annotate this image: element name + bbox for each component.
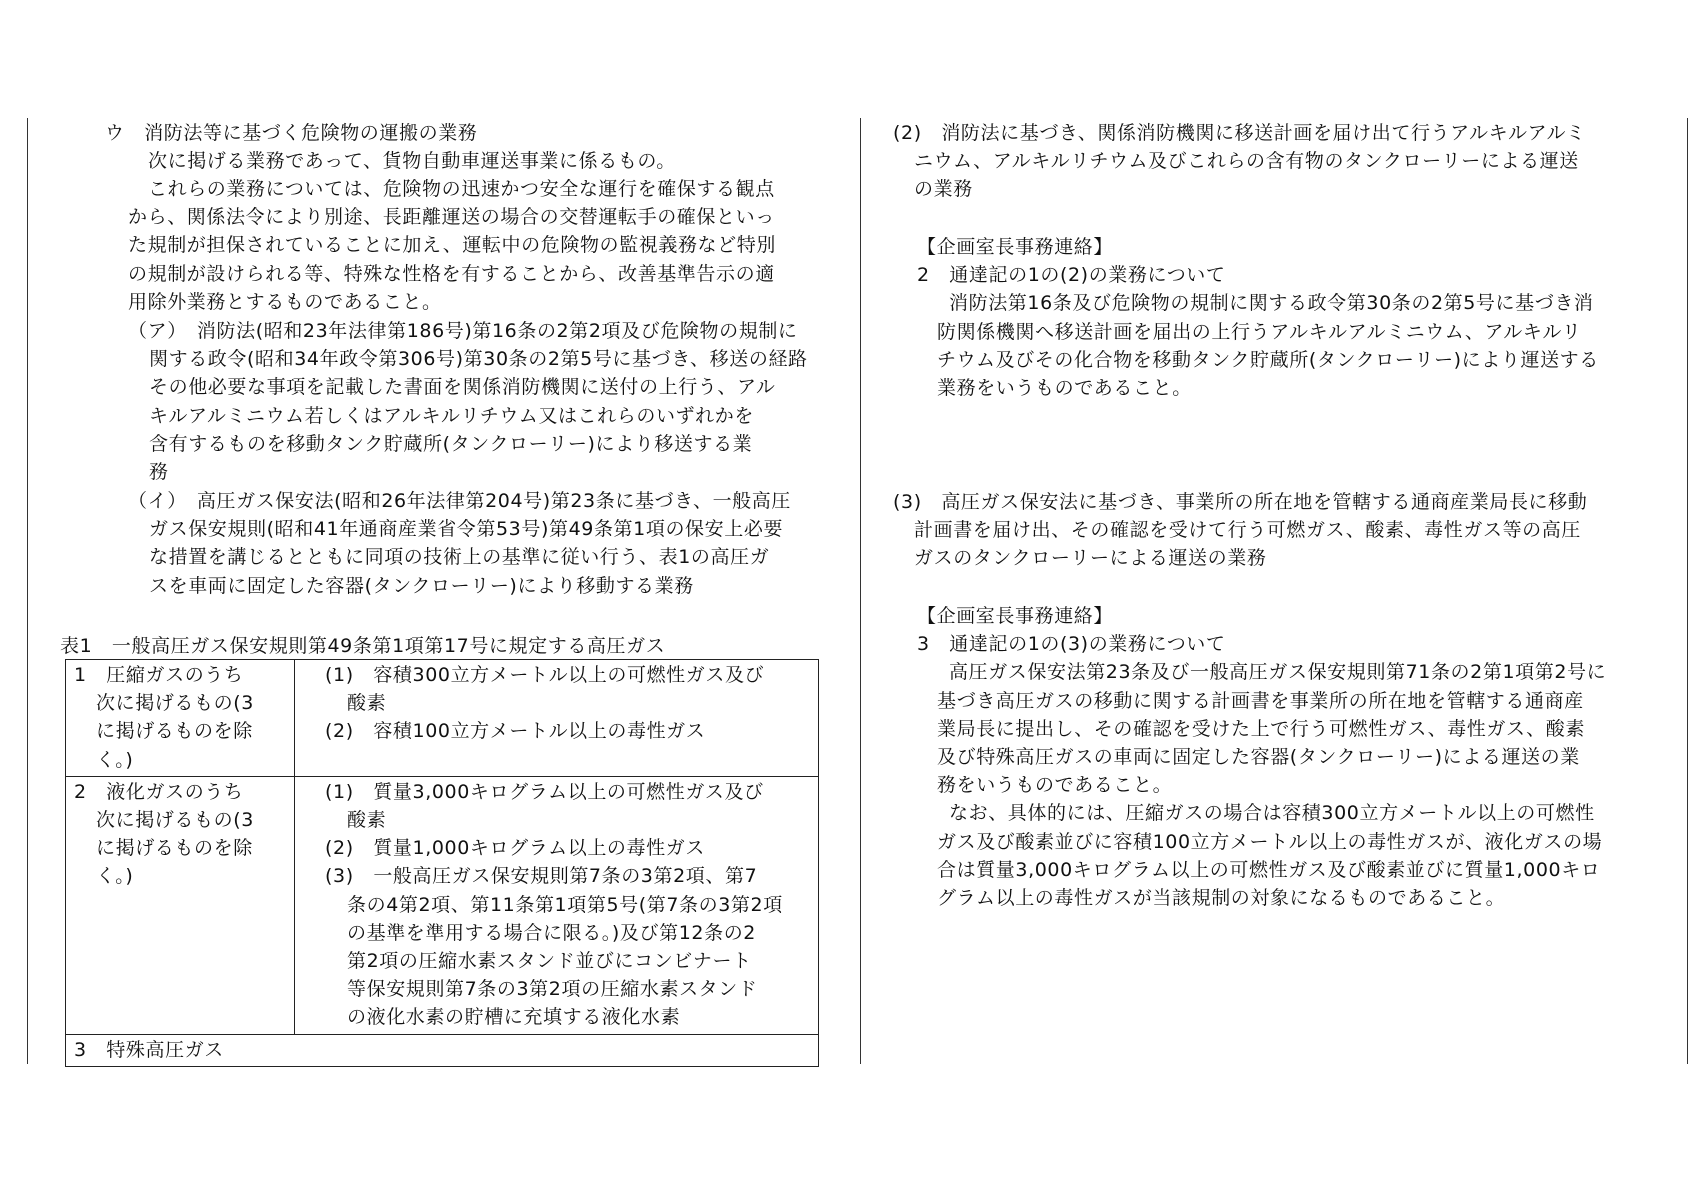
item-a-line: （ア） 消防法(昭和23年法律第186号)第16条の2第2項及び危険物の規制に: [128, 320, 798, 342]
item-a-line: 関する政令(昭和34年政令第306号)第30条の2第5号に基づき、移送の経路: [149, 348, 808, 371]
cell-line: く。): [96, 748, 134, 771]
cell-line: に掲げるものを除: [96, 837, 253, 860]
note-heading: 2 通達記の1の(2)の業務について: [917, 264, 1226, 287]
para-line: これらの業務については、危険物の迅速かつ安全な運行を確保する観点: [148, 178, 775, 200]
cell-line: (1) 容積300立方メートル以上の可燃性ガス及び: [325, 664, 765, 686]
note-line: 業務をいうものであること。: [937, 377, 1192, 400]
left-margin-rule: [27, 118, 28, 1064]
cell-line: 次に掲げるもの(3: [96, 809, 254, 832]
cell-line: の基準を準用する場合に限る。)及び第12条の2: [347, 921, 756, 944]
note-line: ガス及び酸素並びに容積100立方メートル以上の毒性ガスが、液化ガスの場: [937, 830, 1603, 853]
note-line: 消防法第16条及び危険物の規制に関する政令第30条の2第5号に基づき消: [949, 292, 1594, 315]
item-a-line: キルアルミニウム若しくはアルキルリチウム又はこれらのいずれかを: [149, 404, 754, 427]
table-cell-special-gas: 3 特殊高圧ガス: [66, 1034, 819, 1066]
heading-text: ウ 消防法等に基づく危険物の運搬の業務: [105, 122, 478, 144]
item-i: [128, 487, 791, 600]
para-line: の規制が設けられる等、特殊な性格を有することから、改善基準告示の適: [128, 262, 775, 285]
cell-line: (2) 容積100立方メートル以上の毒性ガス: [325, 720, 706, 743]
table-cell-category: [66, 776, 295, 1034]
cell-line: 酸素: [347, 692, 387, 715]
cell-line: (1) 質量3,000キログラム以上の可燃性ガス及び: [325, 780, 764, 803]
high-pressure-gas-table: [65, 659, 819, 1067]
cell-line: 1 圧縮ガスのうち: [74, 664, 244, 686]
note-line: 業局長に提出し、その確認を受けた上で行う可燃性ガス、毒性ガス、酸素: [937, 717, 1585, 740]
cell-line: (2) 質量1,000キログラム以上の毒性ガス: [325, 837, 705, 860]
table-row: [66, 776, 819, 1034]
sec3-line: 計画書を届け出、その確認を受けて行う可燃ガス、酸素、毒性ガス等の高圧: [914, 519, 1581, 542]
item-a-line: 務: [149, 461, 169, 484]
sec3-line: ガスのタンクローリーによる運送の業務: [914, 547, 1267, 570]
cell-line: 2 液化ガスのうち: [74, 780, 244, 803]
item-i-line: スを車両に固定した容器(タンクローリー)により移動する業務: [149, 574, 694, 597]
sec2-line: ニウム、アルキルリチウム及びこれらの含有物のタンクローリーによる運送: [914, 150, 1579, 173]
note-title: 【企画室長事務連絡】: [917, 605, 1114, 627]
intro-text: 次に掲げる業務であって、貨物自動車運送事業に係るもの。: [148, 150, 676, 172]
item-a-line: 含有するものを移動タンク貯蔵所(タンクローリー)により移送する業: [149, 432, 753, 455]
column-divider-rule: [860, 118, 861, 1064]
note-3: [917, 602, 1606, 912]
table-cell-items: [295, 660, 819, 777]
table-row: [66, 1034, 819, 1066]
note-line: 防関係機関へ移送計画を届出の上行うアルキルアルミニウム、アルキルリ: [937, 320, 1582, 343]
cell-line: 条の4第2項、第11条第1項第5号(第7条の3第2項: [347, 893, 783, 916]
sec2-line: (2) 消防法に基づき、関係消防機関に移送計画を届け出て行うアルキルアルミ: [893, 122, 1586, 144]
right-margin-rule: [1687, 118, 1688, 1064]
note-line: チウム及びその化合物を移動タンク貯蔵所(タンクローリー)により運送する: [937, 348, 1599, 371]
item-i-line: ガス保安規則(昭和41年通商産業省令第53号)第49条第1項の保安上必要: [149, 518, 784, 541]
note-line: 基づき高圧ガスの移動に関する計画書を事業所の所在地を管轄する通商産: [937, 689, 1584, 712]
table-row: [66, 660, 819, 777]
left-intro: [148, 147, 676, 175]
item-i-line: な措置を講じるとともに同項の技術上の基準に従い行う、表1の高圧ガ: [149, 546, 770, 569]
section-3: [893, 488, 1587, 573]
note-line: 合は質量3,000キログラム以上の可燃性ガス及び酸素並びに質量1,000キロ: [937, 858, 1601, 881]
table-cell-category: [66, 660, 295, 777]
para-line: 用除外業務とするものであること。: [128, 290, 442, 313]
sec2-line: の業務: [914, 178, 973, 201]
item-a: [128, 317, 808, 486]
section-2: [893, 119, 1586, 204]
note-2: [917, 233, 1599, 402]
cell-line: の液化水素の貯槽に充填する液化水素: [347, 1006, 681, 1029]
para-line: から、関係法令により別途、長距離運送の場合の交替運転手の確保といっ: [128, 206, 775, 229]
para-line: た規制が担保されていることに加え、運転中の危険物の監視義務など特別: [128, 234, 776, 257]
note-line: 及び特殊高圧ガスの車両に固定した容器(タンクローリー)による運送の業: [937, 746, 1580, 769]
item-a-line: その他必要な事項を記載した書面を関係消防機関に送付の上行う、アル: [149, 376, 776, 399]
note-heading: 3 通達記の1の(3)の業務について: [917, 633, 1226, 656]
cell-line: に掲げるものを除: [96, 720, 253, 743]
note-line: グラム以上の毒性ガスが当該規制の対象になるものであること。: [937, 887, 1506, 910]
cell-line: (3) 一般高圧ガス保安規則第7条の3第2項、第7: [325, 865, 758, 888]
cell-line: く。): [96, 865, 134, 888]
note-line: 高圧ガス保安法第23条及び一般高圧ガス保安規則第71条の2第1項第2号に: [949, 661, 1607, 684]
cell-line: 第2項の圧縮水素スタンド並びにコンビナート: [347, 950, 752, 973]
note-line: なお、具体的には、圧縮ガスの場合は容積300立方メートル以上の可燃性: [949, 802, 1595, 825]
item-i-line: （イ） 高圧ガス保安法(昭和26年法律第204号)第23条に基づき、一般高圧: [128, 490, 791, 512]
left-heading: [105, 119, 477, 147]
table-cell-items: [295, 776, 819, 1034]
cell-line: 次に掲げるもの(3: [96, 692, 254, 715]
cell-line: 酸素: [347, 809, 387, 832]
table-caption: 表1 一般高圧ガス保安規則第49条第1項第17号に規定する高圧ガス: [60, 635, 666, 657]
cell-line: 等保安規則第7条の3第2項の圧縮水素スタンド: [347, 978, 758, 1001]
left-explanation: [128, 175, 776, 316]
sec3-line: (3) 高圧ガス保安法に基づき、事業所の所在地を管轄する通商産業局長に移動: [893, 491, 1588, 513]
note-line: 務をいうものであること。: [937, 774, 1173, 797]
note-title: 【企画室長事務連絡】: [917, 236, 1114, 258]
